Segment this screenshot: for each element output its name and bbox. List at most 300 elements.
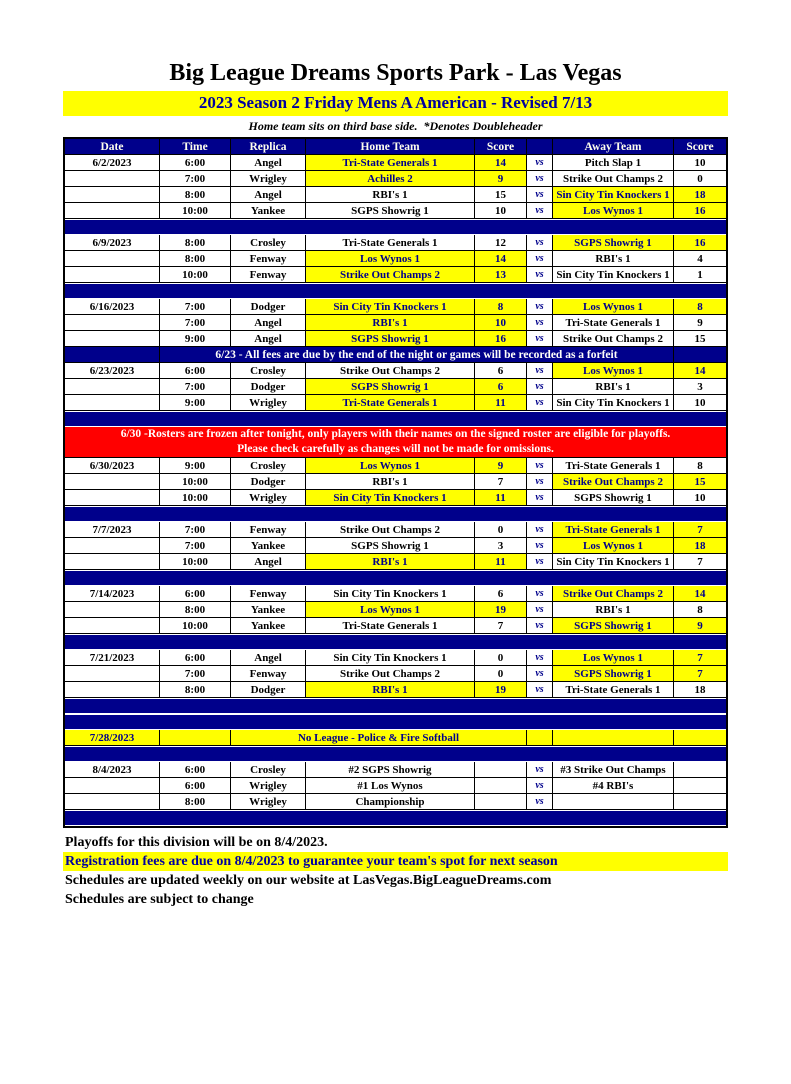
- cell-home-score: 10: [475, 203, 527, 219]
- cell-time: 7:00: [160, 299, 231, 315]
- vs-label: vs: [527, 474, 553, 490]
- cell-date: 7/7/2023: [65, 522, 160, 538]
- cell-home-score: 7: [475, 618, 527, 634]
- cell-home-team: Sin City Tin Knockers 1: [306, 586, 475, 602]
- header-home-team: Home Team: [306, 139, 475, 155]
- vs-label: vs: [527, 538, 553, 554]
- cell-time: 8:00: [160, 602, 231, 618]
- cell-home-score: [475, 778, 527, 794]
- game-row: [65, 794, 726, 810]
- cell-time: 8:00: [160, 682, 231, 698]
- cell-home-team: Los Wynos 1: [306, 602, 475, 618]
- section-separator: [65, 570, 726, 586]
- cell-replica: Angel: [231, 315, 306, 331]
- cell-replica: Yankee: [231, 618, 306, 634]
- section-separator-row: [65, 283, 726, 299]
- cell-replica: Wrigley: [231, 171, 306, 187]
- cell-date: 8/4/2023: [65, 762, 160, 778]
- vs-label: vs: [527, 618, 553, 634]
- cell-time: [160, 730, 231, 746]
- cell-date: [65, 618, 160, 634]
- cell-home-score: 6: [475, 586, 527, 602]
- game-row: [65, 251, 726, 267]
- vs-label: vs: [527, 363, 553, 379]
- vs-label: vs: [527, 522, 553, 538]
- cell-away-team: Tri-State Generals 1: [553, 522, 674, 538]
- cell-away-team: Strike Out Champs 2: [553, 474, 674, 490]
- game-row: [65, 458, 726, 474]
- cell-away-team: Strike Out Champs 2: [553, 171, 674, 187]
- vs-label: vs: [527, 315, 553, 331]
- game-row: [65, 235, 726, 251]
- cell-date: [65, 331, 160, 347]
- section-separator-row: [65, 570, 726, 586]
- game-row: [65, 379, 726, 395]
- cell-date: 6/16/2023: [65, 299, 160, 315]
- cell-away-score: 8: [674, 299, 726, 315]
- cell-replica: Wrigley: [231, 395, 306, 411]
- cell-away-team: Los Wynos 1: [553, 650, 674, 666]
- vs-label: vs: [527, 554, 553, 570]
- cell-date: [65, 538, 160, 554]
- cell-replica: Yankee: [231, 203, 306, 219]
- cell-away-score: 18: [674, 538, 726, 554]
- cell-away-team: #4 RBI's: [553, 778, 674, 794]
- schedule-page: [0, 60, 791, 1084]
- header-away-score: Score: [674, 139, 726, 155]
- cell-home-score: 19: [475, 682, 527, 698]
- cell-away-score: 15: [674, 474, 726, 490]
- cell-away-score: 14: [674, 363, 726, 379]
- game-row: [65, 331, 726, 347]
- cell-away-team: Los Wynos 1: [553, 299, 674, 315]
- cell-home-score: 19: [475, 602, 527, 618]
- cell-away-score: 14: [674, 586, 726, 602]
- cell-date: [65, 554, 160, 570]
- vs-label: vs: [527, 762, 553, 778]
- section-separator: [65, 698, 726, 714]
- cell-time: 8:00: [160, 187, 231, 203]
- game-row: [65, 682, 726, 698]
- game-row: [65, 155, 726, 171]
- section-separator: [65, 283, 726, 299]
- footer-website: Schedules are updated weekly on our website at LasVegas.BigLeagueDreams.com: [65, 873, 552, 888]
- cell-away-team: Tri-State Generals 1: [553, 458, 674, 474]
- game-row: [65, 618, 726, 634]
- cell-home-team: Tri-State Generals 1: [306, 618, 475, 634]
- game-row: [65, 171, 726, 187]
- vs-label: vs: [527, 155, 553, 171]
- cell-away-score: 18: [674, 682, 726, 698]
- page-title: Big League Dreams Sports Park - Las Vegas: [169, 60, 622, 86]
- section-separator: [65, 746, 726, 762]
- cell-home-team: SGPS Showrig 1: [306, 538, 475, 554]
- cell-away-score: 3: [674, 379, 726, 395]
- cell-home-score: 9: [475, 458, 527, 474]
- cell-home-score: 0: [475, 522, 527, 538]
- game-row: [65, 315, 726, 331]
- cell-date: 6/30/2023: [65, 458, 160, 474]
- cell-away-score: 4: [674, 251, 726, 267]
- game-row: [65, 538, 726, 554]
- cell-home-team: SGPS Showrig 1: [306, 379, 475, 395]
- vs-label: vs: [527, 235, 553, 251]
- cell-replica: Fenway: [231, 666, 306, 682]
- cell-away-score: [674, 794, 726, 810]
- cell-date: [65, 794, 160, 810]
- cell-home-score: 11: [475, 490, 527, 506]
- cell-date: [65, 251, 160, 267]
- home-team-note: Home team sits on third base side. *Denotes Doubleheader: [248, 119, 543, 133]
- cell-home-team: Sin City Tin Knockers 1: [306, 650, 475, 666]
- cell-home-score: 10: [475, 315, 527, 331]
- section-separator-row: [65, 411, 726, 427]
- vs-label: vs: [527, 490, 553, 506]
- cell-time: 6:00: [160, 650, 231, 666]
- cell-away-team: Strike Out Champs 2: [553, 586, 674, 602]
- header-replica: Replica: [231, 139, 306, 155]
- cell-away-score: [674, 778, 726, 794]
- vs-label: vs: [527, 251, 553, 267]
- cell-date: [65, 682, 160, 698]
- cell-home-team: Sin City Tin Knockers 1: [306, 299, 475, 315]
- section-separator: [65, 411, 726, 427]
- cell-date: 7/14/2023: [65, 586, 160, 602]
- cell-time: 6:00: [160, 155, 231, 171]
- cell-replica: Dodger: [231, 682, 306, 698]
- cell-away-team: Tri-State Generals 1: [553, 682, 674, 698]
- cell-replica: Dodger: [231, 379, 306, 395]
- cell-replica: Angel: [231, 187, 306, 203]
- game-row: [65, 762, 726, 778]
- vs-label: vs: [527, 331, 553, 347]
- cell-away-score: 0: [674, 171, 726, 187]
- game-row: [65, 203, 726, 219]
- cell-away-score: 15: [674, 331, 726, 347]
- cell-replica: Angel: [231, 155, 306, 171]
- cell-time: 7:00: [160, 522, 231, 538]
- cell-away-team: [553, 794, 674, 810]
- section-separator-row: [65, 810, 726, 826]
- season-banner: 2023 Season 2 Friday Mens A American - Revised 7/13: [63, 91, 728, 116]
- cell-away-score: 1: [674, 267, 726, 283]
- cell-away-team: Tri-State Generals 1: [553, 315, 674, 331]
- cell-time: 10:00: [160, 474, 231, 490]
- cell-home-score: 14: [475, 251, 527, 267]
- cell-date: 6/9/2023: [65, 235, 160, 251]
- cell-home-score: 14: [475, 155, 527, 171]
- cell-away-score: 7: [674, 554, 726, 570]
- cell-home-score: 16: [475, 331, 527, 347]
- cell-away-team: RBI's 1: [553, 251, 674, 267]
- game-row: [65, 522, 726, 538]
- cell-replica: Crosley: [231, 458, 306, 474]
- vs-label: vs: [527, 395, 553, 411]
- cell-home-score: 11: [475, 395, 527, 411]
- game-row: [65, 650, 726, 666]
- section-separator: [65, 634, 726, 650]
- cell-date: [65, 171, 160, 187]
- cell-date: [65, 187, 160, 203]
- cell-away-team: SGPS Showrig 1: [553, 666, 674, 682]
- cell-home-score: 15: [475, 187, 527, 203]
- cell-time: 10:00: [160, 490, 231, 506]
- fees-banner-left-cell: [65, 347, 160, 363]
- cell-replica: Dodger: [231, 299, 306, 315]
- section-separator-row: [65, 714, 726, 730]
- footer-playoffs: Playoffs for this division will be on 8/4/2023.: [65, 835, 328, 850]
- cell-home-team: Los Wynos 1: [306, 251, 475, 267]
- cell-home-score: 8: [475, 299, 527, 315]
- cell-time: 6:00: [160, 778, 231, 794]
- cell-replica: Crosley: [231, 235, 306, 251]
- cell-home-score: 11: [475, 554, 527, 570]
- cell-time: 7:00: [160, 171, 231, 187]
- cell-date: 7/28/2023: [65, 730, 160, 746]
- cell-home-score: 9: [475, 171, 527, 187]
- cell-date: [65, 474, 160, 490]
- cell-home-score: [475, 762, 527, 778]
- cell-away-score: [674, 730, 726, 746]
- game-row: [65, 554, 726, 570]
- cell-time: 7:00: [160, 315, 231, 331]
- cell-date: [65, 395, 160, 411]
- vs-label: vs: [527, 458, 553, 474]
- cell-home-team: #2 SGPS Showrig: [306, 762, 475, 778]
- roster-freeze-banner: 6/30 -Rosters are frozen after tonight, only players with their names on the signed roster are eligible for playoffs. Please check carefully as changes will not be made for omissions.: [65, 427, 726, 458]
- game-row: [65, 267, 726, 283]
- cell-home-team: Achilles 2: [306, 171, 475, 187]
- cell-time: 8:00: [160, 251, 231, 267]
- cell-away-team: [553, 730, 674, 746]
- vs-label: vs: [527, 794, 553, 810]
- cell-home-team: Sin City Tin Knockers 1: [306, 490, 475, 506]
- cell-away-score: 8: [674, 602, 726, 618]
- cell-replica: Wrigley: [231, 794, 306, 810]
- header-date: Date: [65, 139, 160, 155]
- fees-banner-text: 6/23 - All fees are due by the end of the night or games will be recorded as a forfeit: [160, 347, 674, 363]
- cell-replica: Yankee: [231, 538, 306, 554]
- vs-label: vs: [527, 650, 553, 666]
- cell-date: [65, 203, 160, 219]
- cell-replica: Fenway: [231, 267, 306, 283]
- cell-vs-spacer: [527, 730, 553, 746]
- cell-home-score: 0: [475, 650, 527, 666]
- cell-replica: Angel: [231, 554, 306, 570]
- section-separator: [65, 714, 726, 730]
- cell-away-team: Sin City Tin Knockers 1: [553, 267, 674, 283]
- cell-date: 7/21/2023: [65, 650, 160, 666]
- cell-home-score: 7: [475, 474, 527, 490]
- cell-home-score: 3: [475, 538, 527, 554]
- cell-away-team: SGPS Showrig 1: [553, 490, 674, 506]
- cell-replica: Fenway: [231, 586, 306, 602]
- no-league-row: [65, 730, 726, 746]
- cell-replica: Dodger: [231, 474, 306, 490]
- cell-home-score: 13: [475, 267, 527, 283]
- game-row: [65, 602, 726, 618]
- cell-replica: Yankee: [231, 602, 306, 618]
- cell-home-team: RBI's 1: [306, 554, 475, 570]
- cell-away-team: Los Wynos 1: [553, 203, 674, 219]
- cell-away-score: 9: [674, 315, 726, 331]
- header-vs-spacer: [527, 139, 553, 155]
- cell-date: [65, 602, 160, 618]
- cell-away-team: Los Wynos 1: [553, 538, 674, 554]
- cell-away-score: [674, 762, 726, 778]
- no-league-text: No League - Police & Fire Softball: [231, 730, 527, 746]
- cell-away-team: SGPS Showrig 1: [553, 618, 674, 634]
- game-row: [65, 586, 726, 602]
- cell-date: 6/2/2023: [65, 155, 160, 171]
- cell-time: 8:00: [160, 235, 231, 251]
- cell-away-score: 10: [674, 490, 726, 506]
- vs-label: vs: [527, 778, 553, 794]
- vs-label: vs: [527, 171, 553, 187]
- fees-banner-row: [65, 347, 726, 363]
- cell-time: 7:00: [160, 379, 231, 395]
- cell-time: 7:00: [160, 538, 231, 554]
- cell-replica: Crosley: [231, 363, 306, 379]
- cell-time: 8:00: [160, 794, 231, 810]
- footer-registration: Registration fees are due on 8/4/2023 to guarantee your team's spot for next season: [63, 852, 728, 871]
- game-row: [65, 395, 726, 411]
- table-header-row: [65, 139, 726, 155]
- cell-home-score: 6: [475, 379, 527, 395]
- vs-label: vs: [527, 666, 553, 682]
- vs-label: vs: [527, 267, 553, 283]
- section-separator-row: [65, 746, 726, 762]
- cell-home-team: #1 Los Wynos: [306, 778, 475, 794]
- cell-date: [65, 778, 160, 794]
- header-time: Time: [160, 139, 231, 155]
- footer-subject-to-change: Schedules are subject to change: [65, 892, 254, 907]
- cell-replica: Wrigley: [231, 778, 306, 794]
- cell-time: 10:00: [160, 267, 231, 283]
- cell-replica: Angel: [231, 650, 306, 666]
- fees-banner-right-cell: [674, 347, 726, 363]
- cell-away-score: 16: [674, 235, 726, 251]
- cell-date: [65, 490, 160, 506]
- cell-away-team: #3 Strike Out Champs: [553, 762, 674, 778]
- cell-away-score: 18: [674, 187, 726, 203]
- cell-replica: Fenway: [231, 251, 306, 267]
- cell-home-team: RBI's 1: [306, 682, 475, 698]
- cell-time: 9:00: [160, 395, 231, 411]
- header-home-score: Score: [475, 139, 527, 155]
- game-row: [65, 474, 726, 490]
- vs-label: vs: [527, 299, 553, 315]
- cell-time: 10:00: [160, 554, 231, 570]
- cell-time: 9:00: [160, 458, 231, 474]
- section-separator-row: [65, 506, 726, 522]
- vs-label: vs: [527, 682, 553, 698]
- cell-home-team: Strike Out Champs 2: [306, 363, 475, 379]
- footer: [63, 833, 728, 909]
- cell-replica: Angel: [231, 331, 306, 347]
- cell-away-score: 9: [674, 618, 726, 634]
- cell-date: 6/23/2023: [65, 363, 160, 379]
- cell-home-team: RBI's 1: [306, 315, 475, 331]
- cell-home-team: Championship: [306, 794, 475, 810]
- cell-away-team: Pitch Slap 1: [553, 155, 674, 171]
- cell-home-team: SGPS Showrig 1: [306, 331, 475, 347]
- game-row: [65, 363, 726, 379]
- cell-away-team: Sin City Tin Knockers 1: [553, 554, 674, 570]
- cell-away-score: 10: [674, 395, 726, 411]
- section-separator-row: [65, 634, 726, 650]
- cell-away-score: 7: [674, 522, 726, 538]
- game-row: [65, 666, 726, 682]
- cell-time: 6:00: [160, 586, 231, 602]
- cell-home-score: 6: [475, 363, 527, 379]
- cell-home-team: Tri-State Generals 1: [306, 395, 475, 411]
- cell-time: 9:00: [160, 331, 231, 347]
- cell-home-team: Tri-State Generals 1: [306, 235, 475, 251]
- cell-replica: Wrigley: [231, 490, 306, 506]
- cell-home-team: SGPS Showrig 1: [306, 203, 475, 219]
- game-row: [65, 778, 726, 794]
- section-separator-row: [65, 219, 726, 235]
- cell-away-score: 16: [674, 203, 726, 219]
- cell-time: 6:00: [160, 363, 231, 379]
- cell-away-team: Strike Out Champs 2: [553, 331, 674, 347]
- cell-away-score: 7: [674, 666, 726, 682]
- cell-time: 6:00: [160, 762, 231, 778]
- section-separator: [65, 810, 726, 826]
- vs-label: vs: [527, 602, 553, 618]
- cell-home-score: [475, 794, 527, 810]
- cell-replica: Fenway: [231, 522, 306, 538]
- header-away-team: Away Team: [553, 139, 674, 155]
- cell-home-team: Tri-State Generals 1: [306, 155, 475, 171]
- cell-home-score: 0: [475, 666, 527, 682]
- cell-replica: Crosley: [231, 762, 306, 778]
- cell-home-team: Strike Out Champs 2: [306, 666, 475, 682]
- vs-label: vs: [527, 203, 553, 219]
- game-row: [65, 187, 726, 203]
- section-separator-row: [65, 698, 726, 714]
- cell-time: 10:00: [160, 203, 231, 219]
- game-row: [65, 299, 726, 315]
- cell-date: [65, 267, 160, 283]
- cell-away-score: 10: [674, 155, 726, 171]
- cell-home-team: RBI's 1: [306, 474, 475, 490]
- cell-away-team: Los Wynos 1: [553, 363, 674, 379]
- vs-label: vs: [527, 379, 553, 395]
- cell-away-team: Sin City Tin Knockers 1: [553, 187, 674, 203]
- cell-home-score: 12: [475, 235, 527, 251]
- cell-away-team: RBI's 1: [553, 602, 674, 618]
- cell-time: 10:00: [160, 618, 231, 634]
- cell-home-team: Strike Out Champs 2: [306, 522, 475, 538]
- cell-home-team: Los Wynos 1: [306, 458, 475, 474]
- game-row: [65, 490, 726, 506]
- cell-away-score: 8: [674, 458, 726, 474]
- cell-home-team: Strike Out Champs 2: [306, 267, 475, 283]
- section-separator: [65, 506, 726, 522]
- cell-away-team: Sin City Tin Knockers 1: [553, 395, 674, 411]
- cell-date: [65, 666, 160, 682]
- vs-label: vs: [527, 586, 553, 602]
- cell-home-team: RBI's 1: [306, 187, 475, 203]
- vs-label: vs: [527, 187, 553, 203]
- cell-date: [65, 379, 160, 395]
- cell-away-team: RBI's 1: [553, 379, 674, 395]
- roster-freeze-banner-row: [65, 427, 726, 458]
- cell-away-score: 7: [674, 650, 726, 666]
- cell-date: [65, 315, 160, 331]
